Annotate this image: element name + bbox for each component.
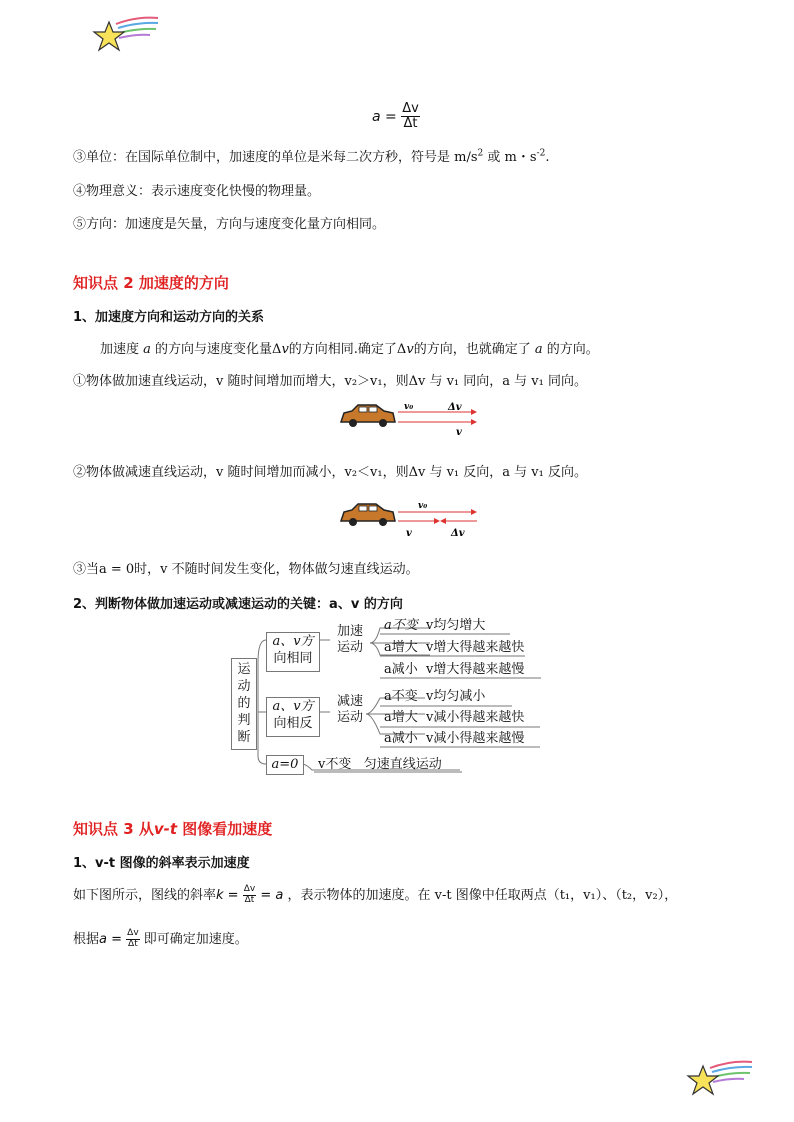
section2-sub2: 2、判断物体做加速运动或减速运动的关键：a、v 的方向: [73, 597, 403, 612]
section2-sub1: 1、加速度方向和运动方向的关系: [73, 310, 265, 325]
leaf-2-3: a减小 v减小得越来越慢: [384, 731, 525, 746]
formula-lhs: a =: [372, 108, 397, 125]
leaf-2-2: a增大 v减小得越来越快: [384, 710, 525, 725]
leaf-1-3: a减小 v增大得越来越慢: [384, 662, 525, 677]
branch-accelerating-label: 加速 运动: [336, 624, 363, 655]
physical-meaning: ④物理意义：表示速度变化快慢的物理量。: [73, 184, 321, 199]
unit-definition: ③单位：在国际单位制中，加速度的单位是米每二次方秒，符号是 $m/s^2$ 或 m・$s^{-2}$.: [73, 148, 550, 165]
branch-zero-acceleration-box: a=0: [266, 755, 304, 775]
car2-dv-label: Δv: [451, 528, 465, 539]
tree-root-box: 运 动 的 判 断: [231, 658, 257, 750]
section2-paragraph: 加速度 a 的方向与速度变化量Δv的方向相同.确定了Δv的方向，也就确定了 a 的方向。: [100, 342, 599, 357]
leaf-2-1: a不变 v均匀减小: [384, 689, 486, 704]
formula-denominator: Δt: [403, 116, 418, 132]
slope-paragraph-line1: 如下图所示，图线的斜率k = $\frac{\Delta v}{\Delta t}$ = a ，表示物体的加速度。在 v-t 图像中任取两点（t₁，v₁）、（t₂，v₂），: [73, 884, 678, 905]
leaf-1-1: a不变 v均匀增大: [384, 618, 486, 633]
direction-definition: ⑤方向：加速度是矢量，方向与速度变化量方向相同。: [73, 217, 386, 232]
case-accelerating: ①物体做加速直线运动，v 随时间增加而增大，v₂＞v₁，则Δv 与 v₁ 同向，a 与 v₁ 同向。: [73, 374, 587, 389]
section2-title: 知识点 2 加速度的方向: [73, 274, 229, 292]
slope-paragraph-line2: 根据a = $\frac{\Delta v}{\Delta t}$ 即可确定加速度。: [73, 928, 248, 949]
car1-v0-label: v₀: [404, 402, 414, 412]
case-zero-acceleration: ③当a = 0时，v 不随时间发生变化，物体做匀速直线运动。: [73, 562, 419, 577]
leaf-1-2: a增大 v增大得越来越快: [384, 640, 525, 655]
car1-dv-label: Δv: [448, 402, 462, 413]
section3-title: 知识点 3 从v-t 图像看加速度: [73, 820, 273, 838]
shooting-star-icon: [686, 1056, 756, 1100]
car2-v0-label: v₀: [418, 501, 428, 511]
car2-v-label: v: [406, 528, 412, 539]
leaf-3: v不变 匀速直线运动: [318, 757, 442, 772]
car1-v-label: v: [456, 427, 462, 438]
branch-decelerating-label: 减速 运动: [336, 694, 363, 725]
formula-numerator: Δv: [402, 101, 419, 116]
case-decelerating: ②物体做减速直线运动，v 随时间增加而减小，v₂＜v₁，则Δv 与 v₁ 反向，a 与 v₁ 反向。: [73, 465, 587, 480]
section3-sub1: 1、v-t 图像的斜率表示加速度: [73, 856, 250, 871]
branch-same-direction-box: a、v方 向相同: [266, 632, 320, 672]
branch-opposite-direction-box: a、v方 向相反: [266, 697, 320, 737]
